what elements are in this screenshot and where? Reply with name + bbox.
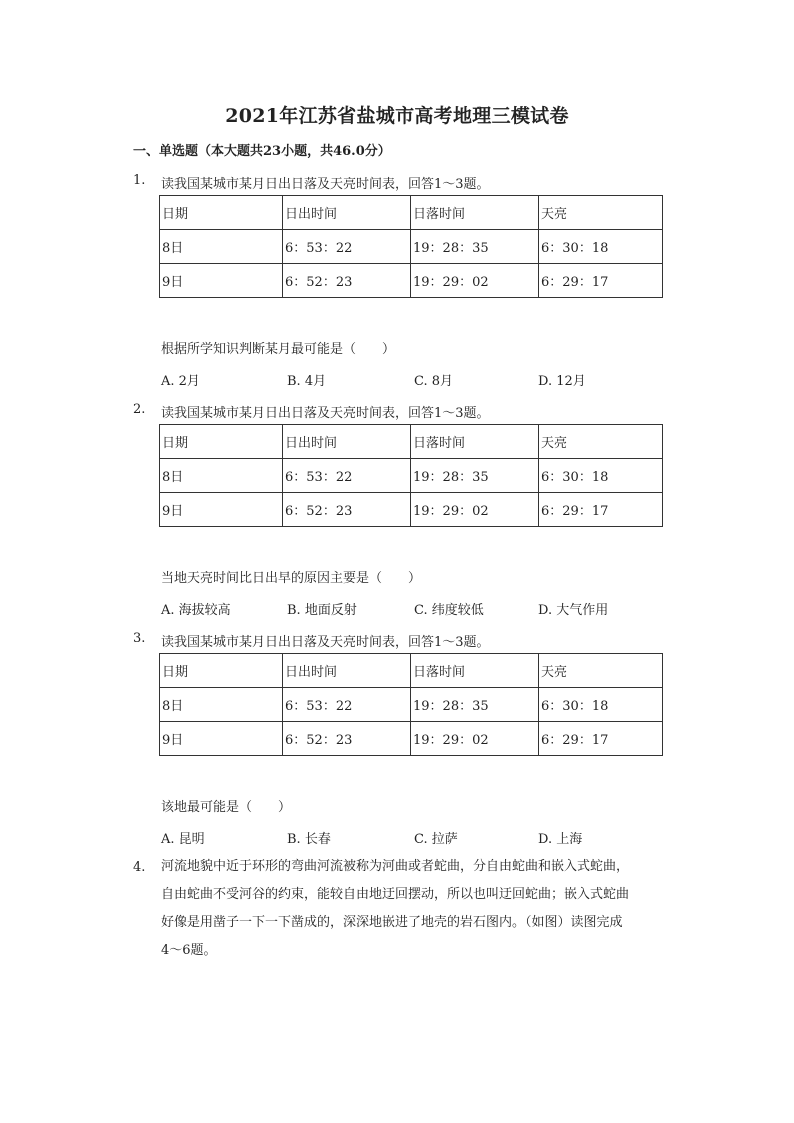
table-header-cell: 日出时间: [283, 196, 411, 230]
option-c[interactable]: C. 拉萨: [414, 832, 458, 847]
table-cell: 19：29：02: [411, 493, 539, 527]
table-cell: 6：30：18: [539, 230, 663, 264]
question-number: 1.: [133, 173, 146, 188]
table-header-cell: 日落时间: [411, 196, 539, 230]
option-a[interactable]: A. 昆明: [161, 832, 205, 847]
question-passage: [161, 853, 671, 965]
question-prompt: 根据所学知识判断某月最可能是（ ）: [161, 342, 396, 357]
table-header-cell: 天亮: [539, 425, 663, 459]
table-cell: 9日: [160, 493, 283, 527]
table-cell: 8日: [160, 459, 283, 493]
table-cell: 9日: [160, 264, 283, 298]
table-cell: 8日: [160, 230, 283, 264]
table-cell: 19：28：35: [411, 230, 539, 264]
option-c[interactable]: C. 纬度较低: [414, 603, 484, 618]
option-d[interactable]: D. 上海: [538, 832, 583, 847]
time-table: [159, 195, 663, 298]
table-header-cell: 日出时间: [283, 654, 411, 688]
table-header-cell: 日期: [160, 196, 283, 230]
table-header-cell: 日落时间: [411, 654, 539, 688]
option-b[interactable]: B. 长春: [287, 832, 331, 847]
table-header-cell: 日落时间: [411, 425, 539, 459]
option-b[interactable]: B. 4月: [287, 374, 327, 389]
passage-line: 自由蛇曲不受河谷的约束，能较自由地迂回摆动，所以也叫迂回蛇曲；嵌入式蛇曲: [161, 887, 630, 902]
table-header-cell: 日出时间: [283, 425, 411, 459]
table-cell: 6：29：17: [539, 264, 663, 298]
section-heading: 一、单选题（本大题共23小题，共46.0分）: [133, 144, 391, 159]
table-cell: 6：53：22: [283, 459, 411, 493]
passage-line: 好像是用凿子一下一下凿成的，深深地嵌进了地壳的岩石图内。（如图）读图完成: [161, 915, 623, 930]
table-header-row: [160, 196, 663, 230]
option-a[interactable]: A. 2月: [161, 374, 200, 389]
table-cell: 19：29：02: [411, 722, 539, 756]
time-table: [159, 653, 663, 756]
option-d[interactable]: D. 大气作用: [538, 603, 609, 618]
question-stem: 读我国某城市某月日出日落及天亮时间表，回答1～3题。: [161, 406, 490, 421]
table-cell: 8日: [160, 688, 283, 722]
page-title: 2021年江苏省盐城市高考地理三模试卷: [225, 105, 569, 127]
table-row: [160, 230, 663, 264]
table-header-cell: 天亮: [539, 654, 663, 688]
table-row: [160, 264, 663, 298]
option-a[interactable]: A. 海拔较高: [161, 603, 231, 618]
table-header-row: [160, 654, 663, 688]
table-cell: 9日: [160, 722, 283, 756]
table-header-cell: 日期: [160, 425, 283, 459]
time-table: [159, 424, 663, 527]
question-number: 2.: [133, 402, 146, 417]
table-cell: 19：28：35: [411, 459, 539, 493]
table-cell: 6：53：22: [283, 688, 411, 722]
question-number: 3.: [133, 631, 146, 646]
question-prompt: 当地天亮时间比日出早的原因主要是（ ）: [161, 571, 422, 586]
table-row: [160, 688, 663, 722]
table-cell: 6：53：22: [283, 230, 411, 264]
table-cell: 19：28：35: [411, 688, 539, 722]
option-d[interactable]: D. 12月: [538, 374, 586, 389]
table-header-row: [160, 425, 663, 459]
table-cell: 6：52：23: [283, 493, 411, 527]
passage-line: 河流地貌中近于环形的弯曲河流被称为河曲或者蛇曲，分自由蛇曲和嵌入式蛇曲，: [161, 859, 630, 874]
table-cell: 6：52：23: [283, 722, 411, 756]
table-row: [160, 493, 663, 527]
option-c[interactable]: C. 8月: [414, 374, 454, 389]
table-cell: 6：30：18: [539, 688, 663, 722]
passage-line: 4～6题。: [161, 943, 217, 958]
option-b[interactable]: B. 地面反射: [287, 603, 357, 618]
question-prompt: 该地最可能是（ ）: [161, 800, 292, 815]
question-stem: 读我国某城市某月日出日落及天亮时间表，回答1～3题。: [161, 177, 490, 192]
table-cell: 6：30：18: [539, 459, 663, 493]
table-cell: 6：29：17: [539, 722, 663, 756]
table-cell: 19：29：02: [411, 264, 539, 298]
table-header-cell: 日期: [160, 654, 283, 688]
table-row: [160, 459, 663, 493]
question-stem: 读我国某城市某月日出日落及天亮时间表，回答1～3题。: [161, 635, 490, 650]
table-header-cell: 天亮: [539, 196, 663, 230]
table-cell: 6：52：23: [283, 264, 411, 298]
table-row: [160, 722, 663, 756]
question-number: 4.: [133, 860, 146, 875]
table-cell: 6：29：17: [539, 493, 663, 527]
